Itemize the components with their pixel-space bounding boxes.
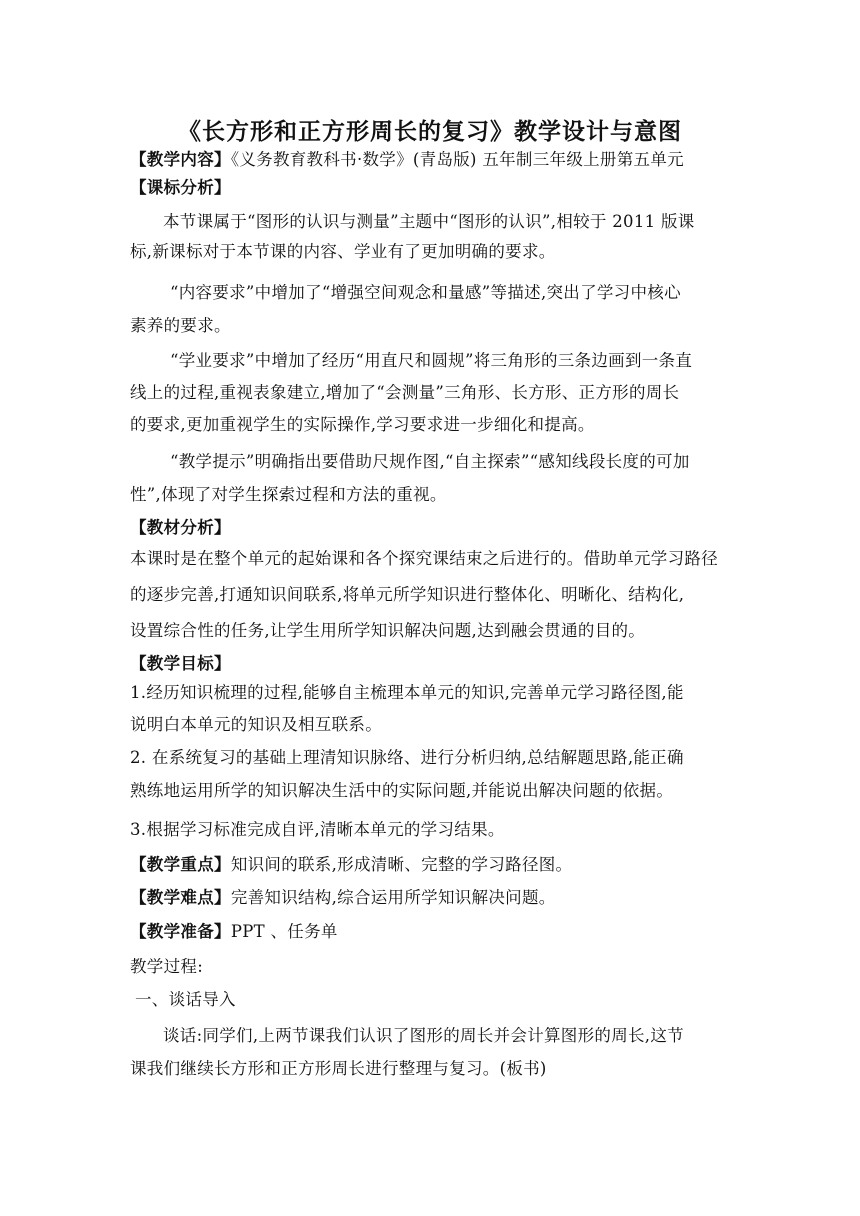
curriculum-heading: 【课标分析】 [130,178,231,197]
difficulty-line [130,886,730,910]
paragraph-line: “教学提示”明确指出要借助尺规作图,“自主探索”“感知线段长度的可加 [170,452,690,471]
paragraph-line: 本课时是在整个单元的起始课和各个探究课结束之后进行的。借助单元学习路径 [130,549,718,568]
key-point-text: 知识间的联系,形成清晰、完整的学习路径图。 [230,855,573,874]
goal-line: 说明白本单元的知识及相互联系。 [130,715,382,734]
paragraph-line: 的逐步完善,打通知识间联系,将单元所学知识进行整体化、明晰化、结构化, [130,585,685,604]
goal-line: 1.经历知识梳理的过程,能够自主梳理本单元的知识,完善单元学习路径图,能 [130,683,684,702]
content-text: 《义务教育教科书·数学》(青岛版) 五年制三年级上册第五单元 [230,150,684,169]
textbook-heading: 【教材分析】 [130,518,231,537]
paragraph-line: “内容要求”中增加了“增强空间观念和量感”等描述,突出了学习中核心 [170,283,681,302]
paragraph-line: 性”,体现了对学生探索过程和方法的重视。 [130,485,447,504]
paragraph-line: 谈话:同学们,上两节课我们认识了图形的周长并会计算图形的周长,这节 [163,1026,684,1045]
section-heading: 一、谈话导入 [135,990,236,1009]
goal-line: 3.根据学习标准完成自评,清晰本单元的学习结果。 [130,820,505,839]
difficulty-text: 完善知识结构,综合运用所学知识解决问题。 [230,888,556,907]
document-title: 《长方形和正方形周长的复习》教学设计与意图 [178,118,682,145]
content-line [130,148,730,172]
key-point-line [130,853,730,877]
process-heading: 教学过程: [130,957,204,976]
paragraph-line: 标,新课标对于本节课的内容、学业有了更加明确的要求。 [130,242,556,261]
content-label: 【教学内容】 [130,150,231,169]
key-point-label: 【教学重点】 [130,855,231,874]
paragraph-line: 线上的过程,重视表象建立,增加了“会测量”三角形、长方形、正方形的周长 [130,383,680,402]
paragraph-line: 本节课属于“图形的认识与测量”主题中“图形的认识”,相较于 2011 版课 [163,212,695,231]
paragraph-line: 课我们继续长方形和正方形周长进行整理与复习。(板书) [130,1059,547,1078]
paragraph-line: 素养的要求。 [130,316,231,335]
paragraph-line: “学业要求”中增加了经历“用直尺和圆规”将三角形的三条边画到一条直 [170,351,693,370]
difficulty-label: 【教学难点】 [130,888,231,907]
goals-heading: 【教学目标】 [130,654,231,673]
preparation-label: 【教学准备】 [130,922,231,941]
paragraph-line: 设置综合性的任务,让学生用所学知识解决问题,达到融会贯通的目的。 [130,621,646,640]
goal-line: 2. 在系统复习的基础上理清知识脉络、进行分析归纳,总结解题思路,能正确 [130,748,684,767]
preparation-line [130,920,730,944]
preparation-text: PPT 、任务单 [230,922,338,941]
goal-line: 熟练地运用所学的知识解决生活中的实际问题,并能说出解决问题的依据。 [130,781,674,800]
paragraph-line: 的要求,更加重视学生的实际操作,学习要求进一步细化和提高。 [130,415,595,434]
